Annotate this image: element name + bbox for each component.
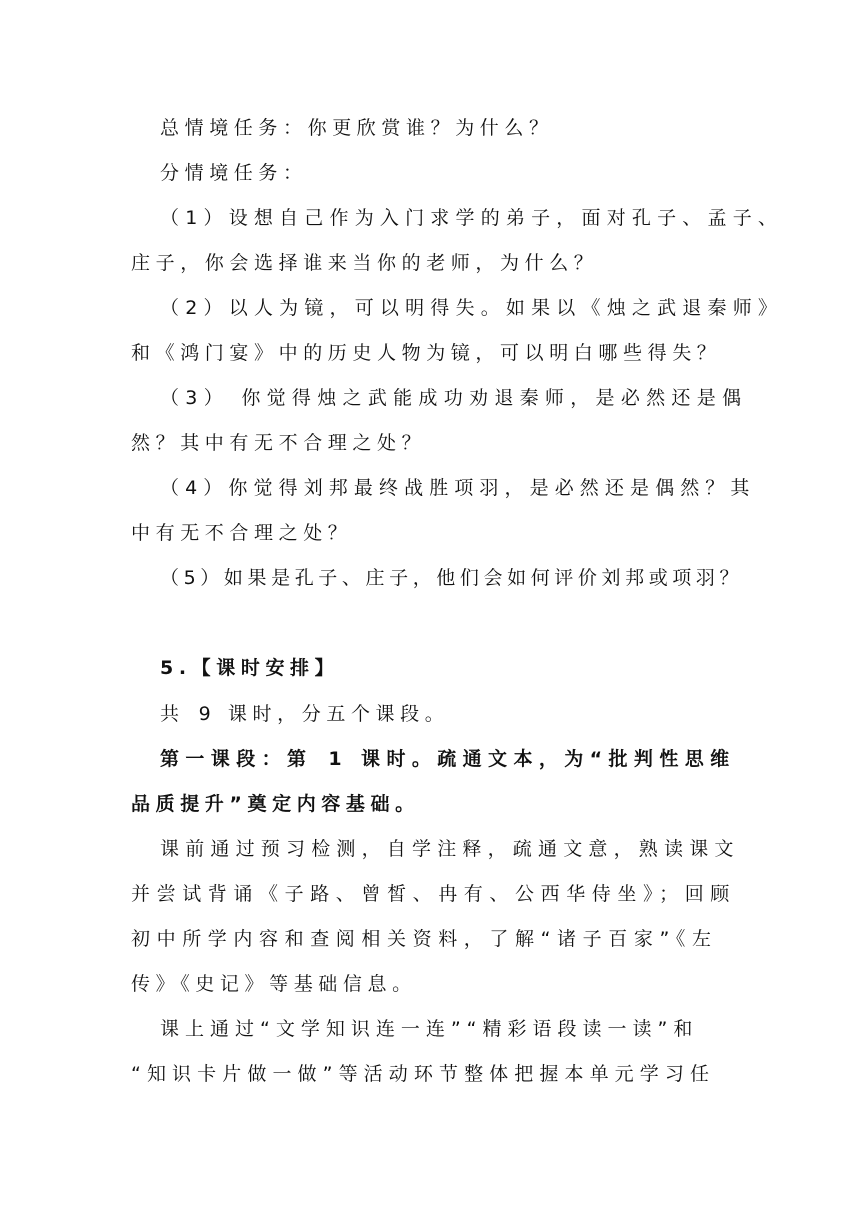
text-line: （1）设想自己作为入门求学的弟子，面对孔子、孟子、 — [160, 207, 784, 229]
text-segment: 第一课段：第 — [160, 748, 313, 770]
text-segment: 1 课时。疏通文本，为“批判性思维 — [328, 748, 736, 770]
text-line: 传》《史记》等基础信息。 — [131, 973, 417, 995]
text-line: 分情境任务： — [160, 162, 308, 184]
text-line: 总情境任务：你更欣赏谁？为什么？ — [160, 117, 554, 139]
text-line: 庄子，你会选择谁来当你的老师，为什么？ — [131, 252, 599, 274]
text-segment: 共 — [160, 703, 185, 725]
text-line: （5）如果是孔子、庄子，他们会如何评价刘邦或项羽？ — [160, 567, 744, 589]
subheading-line — [160, 745, 760, 773]
text-line — [160, 700, 760, 728]
text-line: 然？其中有无不合理之处？ — [131, 432, 427, 454]
text-line: “知识卡片做一做”等活动环节整体把握本单元学习任 — [131, 1063, 716, 1085]
text-line: 课前通过预习检测，自学注释，疏通文意，熟读课文 — [160, 838, 740, 860]
text-segment: 9 课时，分五个课段。 — [198, 703, 450, 725]
subheading-line: 品质提升”奠定内容基础。 — [131, 793, 420, 815]
section-heading: 5.【课时安排】 — [160, 657, 340, 679]
text-line: 初中所学内容和查阅相关资料，了解“诸子百家”《左 — [131, 928, 718, 950]
text-line: 中有无不合理之处？ — [131, 522, 353, 544]
text-line: 课上通过“文学知识连一连”“精彩语段读一读”和 — [160, 1018, 699, 1040]
text-line: （4）你觉得刘邦最终战胜项羽，是必然还是偶然？其 — [160, 477, 756, 499]
text-line: 并尝试背诵《子路、曾皙、冉有、公西华侍坐》；回顾 — [131, 883, 736, 905]
text-line: （3） 你觉得烛之武能成功劝退秦师，是必然还是偶 — [160, 387, 748, 409]
text-line: （2）以人为镜，可以明得失。如果以《烛之武退秦师》 — [160, 297, 784, 319]
text-line: 和《鸿门宴》中的历史人物为镜，可以明白哪些得失？ — [131, 342, 722, 364]
